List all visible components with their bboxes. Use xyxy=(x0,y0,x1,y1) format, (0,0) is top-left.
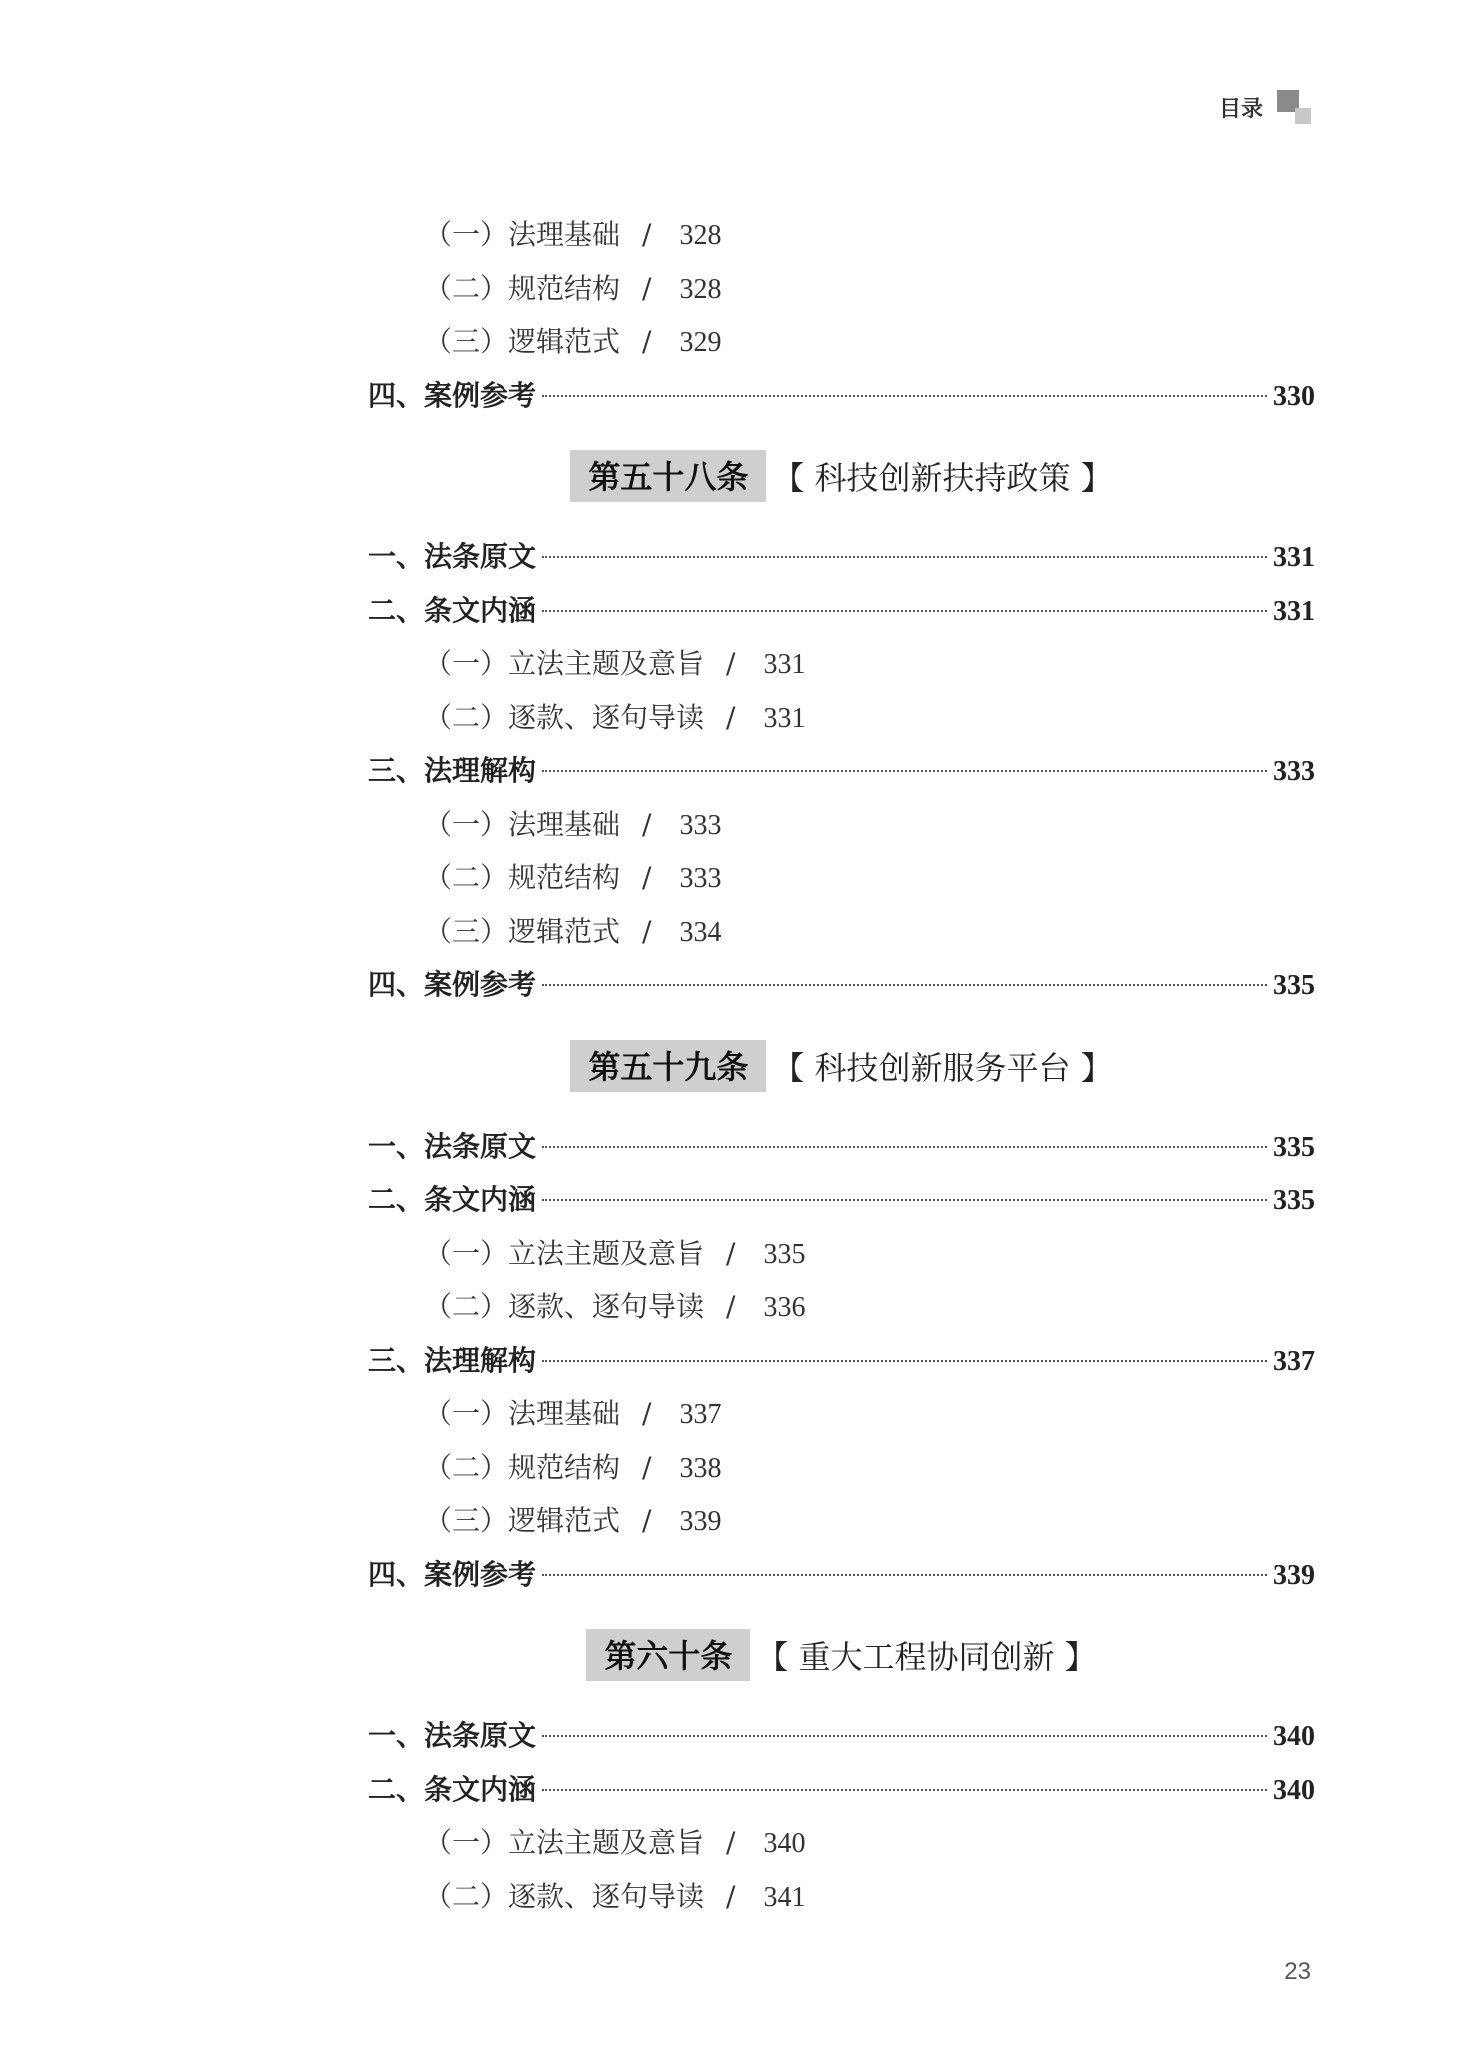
toc-entry-separator: / xyxy=(642,914,652,948)
toc-entry-sub[interactable] xyxy=(368,262,1315,316)
toc-entry-sub[interactable] xyxy=(368,1494,1315,1548)
toc-entry-page: 333 xyxy=(679,809,722,841)
toc-entry-page: 337 xyxy=(679,1399,722,1430)
toc-entry-sub[interactable] xyxy=(368,1441,1315,1495)
toc-entry-page: 335 xyxy=(763,1238,806,1270)
toc-entry-main[interactable] xyxy=(368,369,1315,423)
toc-entry-separator: / xyxy=(642,807,652,841)
toc-entry-sub[interactable] xyxy=(368,1280,1315,1334)
toc-entry-page: 334 xyxy=(679,916,722,948)
article-number: 第六十条 xyxy=(586,1629,750,1681)
toc-entry-label: （一）法理基础 xyxy=(424,218,621,251)
toc-entry-page: 335 xyxy=(1273,970,1315,1001)
toc-entry-page: 338 xyxy=(679,1452,722,1484)
article-title: 【 科技创新服务平台 】 xyxy=(772,1048,1113,1087)
toc-entry-page: 331 xyxy=(1273,542,1315,573)
toc-entry-main[interactable] xyxy=(368,584,1315,638)
article-number: 第五十九条 xyxy=(570,1040,766,1092)
toc-entry-sub[interactable] xyxy=(368,691,1315,745)
toc-entry-label: 二、条文内涵 xyxy=(368,1772,537,1806)
corner-decoration-icon xyxy=(1277,90,1311,124)
toc-entry-main[interactable] xyxy=(368,1548,1315,1602)
toc-entry-label: （三）逻辑范式 xyxy=(424,914,621,948)
toc-entry-separator: / xyxy=(642,1397,652,1430)
toc-entry-sub[interactable] xyxy=(368,208,1315,262)
toc-entry-page: 328 xyxy=(679,273,722,305)
article-number: 第五十八条 xyxy=(570,450,766,502)
dot-leader xyxy=(542,770,1267,772)
toc-entry-label: （一）立法主题及意旨 xyxy=(424,1236,705,1270)
toc-entry-sub[interactable] xyxy=(368,637,1315,691)
toc-entry-page: 328 xyxy=(679,220,722,251)
toc-entry-separator: / xyxy=(726,1236,736,1270)
toc-entry-page: 340 xyxy=(1273,1721,1315,1752)
article-heading xyxy=(368,422,1315,530)
article-title: 【 科技创新扶持政策 】 xyxy=(772,459,1113,497)
toc-entry-main[interactable] xyxy=(368,958,1315,1012)
toc-entry-separator: / xyxy=(642,218,652,251)
dot-leader xyxy=(542,1735,1267,1737)
toc-entry-separator: / xyxy=(726,1290,736,1323)
toc-entry-page: 336 xyxy=(763,1292,806,1323)
toc-entry-separator: / xyxy=(642,1504,652,1537)
dot-leader xyxy=(542,610,1267,612)
toc-entry-page: 329 xyxy=(679,327,722,358)
toc-entry-main[interactable] xyxy=(368,1763,1315,1817)
toc-entry-page: 340 xyxy=(1273,1774,1315,1806)
toc-entry-sub[interactable] xyxy=(368,1870,1315,1924)
dot-leader xyxy=(542,1146,1267,1148)
toc-entry-label: 三、法理解构 xyxy=(368,754,537,787)
toc-entry-main[interactable] xyxy=(368,530,1315,584)
toc-entry-label: 四、案例参考 xyxy=(368,968,537,1001)
toc-entry-label: （一）立法主题及意旨 xyxy=(424,647,705,680)
toc-entry-main[interactable] xyxy=(368,1173,1315,1227)
toc-entry-page: 341 xyxy=(763,1881,806,1913)
toc-entry-main[interactable] xyxy=(368,1709,1315,1763)
toc-entry-label: （一）法理基础 xyxy=(424,807,621,841)
toc-entry-separator: / xyxy=(642,325,652,358)
dot-leader xyxy=(542,556,1267,558)
dot-leader xyxy=(542,1360,1267,1362)
toc-entry-label: （二）规范结构 xyxy=(424,271,621,305)
running-header xyxy=(1219,90,1311,124)
toc-entry-label: （三）逻辑范式 xyxy=(424,1504,621,1537)
toc-entry-main[interactable] xyxy=(368,1120,1315,1174)
toc-entry-sub[interactable] xyxy=(368,905,1315,959)
toc-entry-sub[interactable] xyxy=(368,1387,1315,1441)
article-heading xyxy=(368,1601,1315,1709)
toc-entry-sub[interactable] xyxy=(368,798,1315,852)
toc-entry-label: （一）立法主题及意旨 xyxy=(424,1826,705,1859)
dot-leader xyxy=(542,1574,1267,1576)
dot-leader xyxy=(542,1789,1267,1791)
toc-entry-page: 333 xyxy=(679,863,722,894)
toc-entry-page: 330 xyxy=(1273,380,1315,412)
toc-entry-sub[interactable] xyxy=(368,315,1315,369)
dot-leader xyxy=(542,984,1267,986)
toc-entry-sub[interactable] xyxy=(368,1816,1315,1870)
table-of-contents xyxy=(368,208,1315,1923)
toc-entry-page: 337 xyxy=(1273,1345,1315,1377)
toc-entry-main[interactable] xyxy=(368,744,1315,798)
toc-entry-separator: / xyxy=(642,1450,652,1484)
toc-entry-page: 335 xyxy=(1273,1131,1315,1163)
toc-entry-label: （二）逐款、逐句导读 xyxy=(424,700,705,734)
toc-entry-label: （一）法理基础 xyxy=(424,1397,621,1430)
toc-entry-page: 331 xyxy=(763,702,806,734)
toc-entry-page: 335 xyxy=(1273,1185,1315,1216)
toc-entry-label: 三、法理解构 xyxy=(368,1343,537,1377)
toc-entry-page: 340 xyxy=(763,1828,806,1859)
toc-entry-separator: / xyxy=(642,861,652,894)
toc-entry-page: 339 xyxy=(679,1506,722,1537)
dot-leader xyxy=(542,395,1267,397)
toc-entry-separator: / xyxy=(642,271,652,305)
toc-entry-sub[interactable] xyxy=(368,851,1315,905)
toc-entry-label: 一、法条原文 xyxy=(368,1719,537,1752)
toc-entry-page: 331 xyxy=(763,649,806,680)
toc-entry-label: （二）规范结构 xyxy=(424,1450,621,1484)
toc-entry-label: （二）规范结构 xyxy=(424,861,621,894)
toc-entry-separator: / xyxy=(726,1826,736,1859)
toc-entry-label: 四、案例参考 xyxy=(368,378,537,412)
toc-entry-label: 二、条文内涵 xyxy=(368,593,537,627)
article-title: 【 重大工程协同创新 】 xyxy=(756,1638,1097,1676)
header-title: 目录 xyxy=(1218,96,1263,122)
page-number: 23 xyxy=(1284,1958,1311,1985)
toc-entry-label: 四、案例参考 xyxy=(368,1557,537,1591)
toc-entry-label: 一、法条原文 xyxy=(368,1129,537,1163)
toc-entry-label: （二）逐款、逐句导读 xyxy=(424,1290,705,1323)
toc-entry-main[interactable] xyxy=(368,1334,1315,1388)
toc-entry-separator: / xyxy=(726,1879,736,1913)
article-heading xyxy=(368,1012,1315,1120)
toc-entry-separator: / xyxy=(726,700,736,734)
toc-entry-page: 333 xyxy=(1273,756,1315,787)
toc-entry-separator: / xyxy=(726,647,736,680)
toc-entry-page: 331 xyxy=(1273,595,1315,627)
toc-entry-page: 339 xyxy=(1273,1559,1315,1591)
toc-entry-label: 二、条文内涵 xyxy=(368,1183,537,1216)
dot-leader xyxy=(542,1199,1267,1201)
toc-entry-sub[interactable] xyxy=(368,1227,1315,1281)
toc-entry-label: （二）逐款、逐句导读 xyxy=(424,1879,705,1913)
toc-entry-label: （三）逻辑范式 xyxy=(424,325,621,358)
toc-entry-label: 一、法条原文 xyxy=(368,540,537,573)
